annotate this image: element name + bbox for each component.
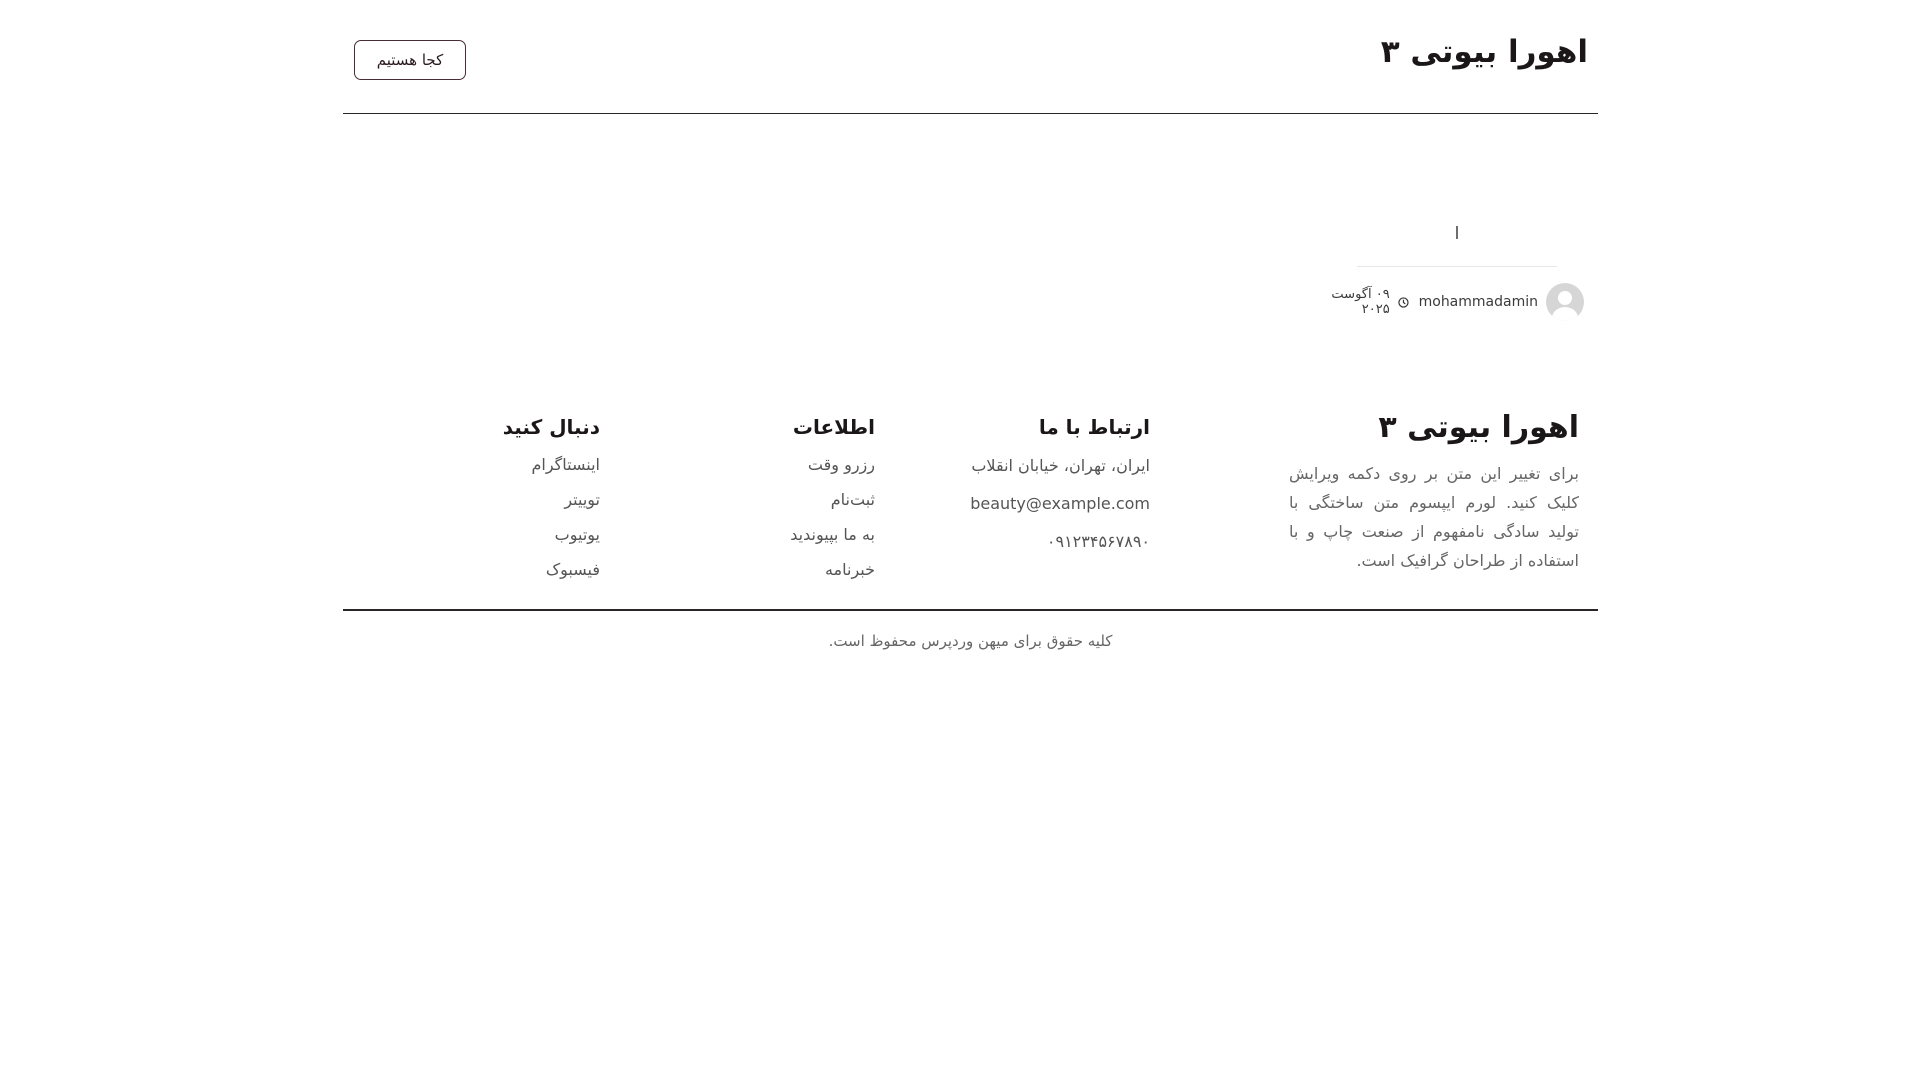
post-author[interactable]: mohammadamin — [1418, 294, 1538, 310]
footer-info-link-booking[interactable]: رزرو وقت — [807, 455, 875, 474]
footer-info-list — [695, 447, 875, 587]
footer-contact-list — [930, 447, 1150, 561]
post-meta — [1300, 282, 1584, 322]
footer-follow — [440, 415, 600, 587]
footer-follow-facebook[interactable]: فیسبوک — [545, 560, 600, 579]
footer-follow-twitter[interactable]: توییتر — [564, 490, 600, 509]
clock-icon — [1398, 297, 1409, 308]
where-are-we-button[interactable]: کجا هستیم — [354, 40, 466, 80]
footer-follow-heading: دنبال کنید — [502, 415, 600, 439]
site-title[interactable]: اهورا بیوتی ۳ — [1380, 34, 1588, 70]
avatar-head-shape — [1558, 291, 1572, 305]
footer-info-heading: اطلاعات — [792, 415, 875, 439]
site-header — [343, 0, 1598, 114]
avatar[interactable] — [1546, 283, 1584, 321]
footer-brand-description: برای تغییر این متن بر روی دکمه ویرایش کلیک کنید. لورم ایپسوم متن ساختگی با تولید سادگی نامفهوم از صنعت چاپ و با استفاده از طراحان گرافیک است. — [1289, 464, 1579, 570]
footer-follow-list — [440, 447, 600, 587]
footer-info-link-newsletter[interactable]: خبرنامه — [824, 560, 875, 579]
footer-info-link-join[interactable]: به ما بپیوندید — [790, 525, 875, 544]
footer-copyright: کلیه حقوق برای میهن وردپرس محفوظ است. — [828, 632, 1113, 650]
footer-brand — [1289, 410, 1579, 575]
avatar-body-shape — [1552, 307, 1578, 321]
footer-contact-heading: ارتباط با ما — [1038, 415, 1150, 439]
footer-follow-youtube[interactable]: یوتیوب — [554, 525, 600, 544]
footer-info — [695, 415, 875, 587]
footer-contact-address: ایران، تهران، خیابان انقلاب — [971, 456, 1150, 475]
post-title[interactable]: ا — [1454, 224, 1460, 244]
footer-contact — [930, 415, 1150, 561]
footer-info-link-register[interactable]: ثبت‌نام — [830, 490, 875, 509]
footer-contact-email[interactable]: beauty@example.com — [970, 494, 1150, 513]
footer-divider — [343, 609, 1598, 611]
post-date: ۰۹ آگوست ۲۰۲۵ — [1331, 287, 1390, 317]
footer-contact-phone[interactable]: ۰۹۱۲۳۴۵۶۷۸۹۰ — [1046, 532, 1150, 551]
post-divider — [1357, 266, 1557, 267]
footer-follow-instagram[interactable]: اینستاگرام — [531, 455, 600, 474]
footer-brand-title: اهورا بیوتی ۳ — [1378, 410, 1579, 445]
